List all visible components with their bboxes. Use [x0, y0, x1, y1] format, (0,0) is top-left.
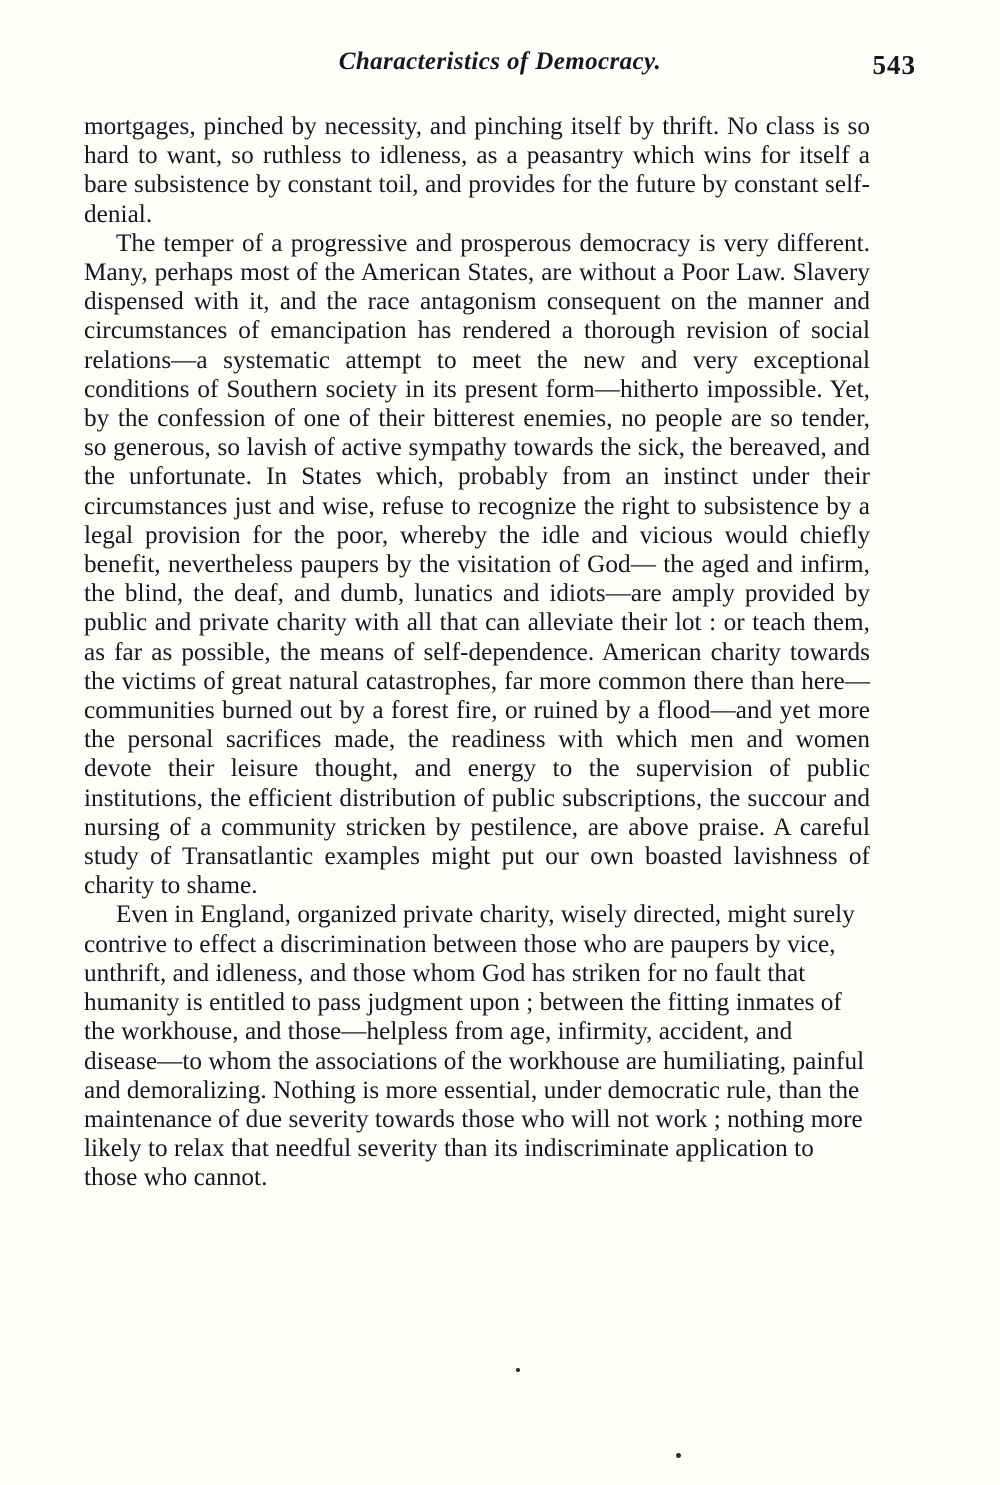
paragraph: mortgages, pinched by necessity, and pinching itself by thrift. No class is so hard to want, so ruthless to idleness, as a peasantry which wins for itself a bare subsistence by constant toil, and provides for the future by constant self-denial. — [84, 113, 870, 228]
body-text — [84, 112, 870, 1193]
paragraph: The temper of a progressive and prosperous democracy is very different. Many, perhaps most of the American States, are without a Poor Law. Slavery dispensed with it, and the race antagonism consequent on the manner and circumstances of emancipation has rendered a thorough revision of social relations—a systematic attempt to meet the new and very exceptional conditions of Southern society in its present form—hitherto impossible. Yet, by the confession of one of their bitterest enemies, no people are so tender, so generous, so lavish of active sympathy towards the sick, the bereaved, and the unfortunate. In States which, probably from an instinct under their circumstances just and wise, refuse to recognize the right to subsistence by a legal provision for the poor, whereby the idle and vicious would chiefly benefit, nevertheless paupers by the visitation of God— the aged and infirm, the blind, the deaf, and dumb, lunatics and idiots—are amply provided by public and private charity with all that can alleviate their lot : or teach them, as far as possible, the means of self-dependence. American charity towards the victims of great natural catastrophes, far more common there than here—communities burned out by a forest fire, or ruined by a flood—and yet more the personal sacrifices made, the readiness with which men and women devote their leisure thought, and energy to the supervision of public institutions, the efficient distribution of public subscriptions, the succour and nursing of a community stricken by pestilence, are above praise. A careful study of Transatlantic examples might put our own boasted lavishness of charity to shame. — [84, 229, 870, 900]
page-header — [0, 48, 1000, 92]
paragraph: Even in England, organized private charity, wisely directed, might surely contrive to effect a discrimination between those who are paupers by vice, unthrift, and idleness, and those whom God has striken for no fault that humanity is entitled to pass judgment upon ; between the fitting inmates of the workhouse, and those—helpless from age, infirmity, accident, and disease—to whom the associations of the workhouse are humiliating, painful and demoralizing. Nothing is more essential, under democratic rule, than the maintenance of due severity towards those who will not work ; nothing more likely to relax that needful severity than its indiscriminate application to those who cannot. — [84, 901, 865, 1192]
page-number: 543 — [872, 50, 916, 80]
ink-mark-footer — [676, 1453, 681, 1458]
running-title: Characteristics of Democracy. — [338, 48, 662, 75]
ink-mark-middle — [516, 1368, 520, 1372]
